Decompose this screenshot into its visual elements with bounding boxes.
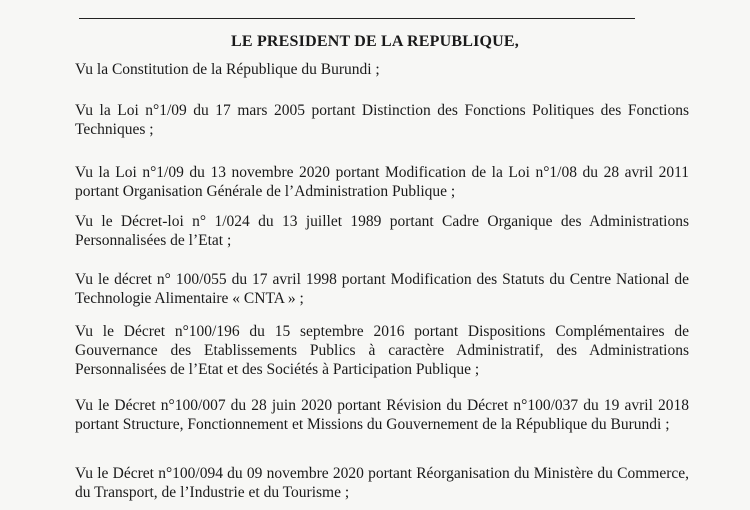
paragraph-decret-2016: Vu le Décret n°100/196 du 15 septembre 2016 portant Dispositions Complémentaires de Gouvernance des Etablissements Publics à caractère Administratif, des Administrations Personnalisées de l’Etat et des Sociétés à Participation Publique ; xyxy=(75,323,689,378)
paragraph-decret-1998: Vu le décret n° 100/055 du 17 avril 1998 portant Modification des Statuts du Centre National de Technologie Alimentaire « CNTA » ; xyxy=(75,271,689,307)
paragraph-decret-2020-novembre: Vu le Décret n°100/094 du 09 novembre 2020 portant Réorganisation du Ministère du Commerce, du Transport, de l’Industrie et du Tourisme ; xyxy=(75,465,689,501)
paragraph-decret-loi-1989: Vu le Décret-loi n° 1/024 du 13 juillet 1989 portant Cadre Organique des Administrations Personnalisées de l’Etat ; xyxy=(75,213,689,249)
paragraph-loi-2005: Vu la Loi n°1/09 du 17 mars 2005 portant Distinction des Fonctions Politiques des Fonctions Techniques ; xyxy=(75,102,689,138)
header-rule xyxy=(79,18,635,19)
paragraph-decret-2020-juin: Vu le Décret n°100/007 du 28 juin 2020 portant Révision du Décret n°100/037 du 19 avril 2018 portant Structure, Fonctionnement et Missions du Gouvernement de la République du Burundi ; xyxy=(75,397,689,433)
paragraph-loi-2020: Vu la Loi n°1/09 du 13 novembre 2020 portant Modification de la Loi n°1/08 du 28 avril 2011 portant Organisation Générale de l’Administration Publique ; xyxy=(75,164,689,200)
document-heading: LE PRESIDENT DE LA REPUBLIQUE, xyxy=(231,33,519,50)
paragraph-constitution: Vu la Constitution de la République du Burundi ; xyxy=(75,61,380,78)
